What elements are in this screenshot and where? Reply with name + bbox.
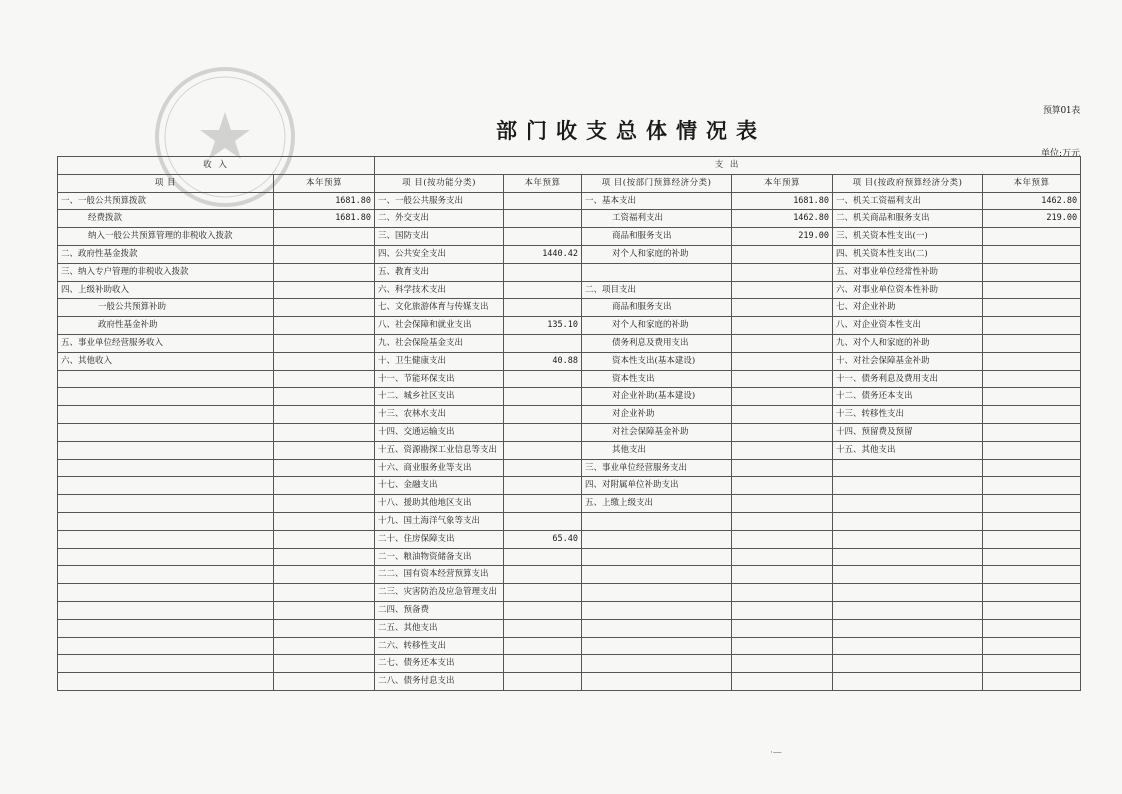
income-item-cell: 政府性基金补助 bbox=[58, 317, 274, 335]
income-item-cell bbox=[58, 512, 274, 530]
income-item-cell: 经费拨款 bbox=[58, 210, 274, 228]
dept-budget-cell bbox=[732, 406, 833, 424]
income-item-cell bbox=[58, 477, 274, 495]
income-budget-cell bbox=[274, 263, 375, 281]
gov-budget-cell bbox=[983, 655, 1081, 673]
gov-item-cell bbox=[833, 601, 983, 619]
dept-budget-cell bbox=[732, 299, 833, 317]
gov-budget-cell bbox=[983, 406, 1081, 424]
dept-item-cell: 一、基本支出 bbox=[582, 192, 732, 210]
gov-item-cell: 六、对事业单位资本性补助 bbox=[833, 281, 983, 299]
dept-budget-cell: 1681.80 bbox=[732, 192, 833, 210]
dept-item-cell bbox=[582, 530, 732, 548]
gov-budget-cell: 1462.80 bbox=[983, 192, 1081, 210]
gov-budget-cell bbox=[983, 228, 1081, 246]
gov-item-cell bbox=[833, 512, 983, 530]
func-item-cell: 十九、国土海洋气象等支出 bbox=[375, 512, 504, 530]
income-budget-cell bbox=[274, 281, 375, 299]
income-budget-cell bbox=[274, 352, 375, 370]
table-row bbox=[58, 655, 1081, 673]
func-budget-cell bbox=[504, 512, 582, 530]
income-budget-cell bbox=[274, 584, 375, 602]
dept-item-cell: 其他支出 bbox=[582, 441, 732, 459]
income-item-cell: 二、政府性基金拨款 bbox=[58, 245, 274, 263]
gov-budget-cell bbox=[983, 495, 1081, 513]
func-budget-cell bbox=[504, 477, 582, 495]
income-item-cell bbox=[58, 459, 274, 477]
income-budget-cell bbox=[274, 441, 375, 459]
dept-item-cell: 五、上缴上级支出 bbox=[582, 495, 732, 513]
gov-item-cell bbox=[833, 495, 983, 513]
col-gov-budget: 本年预算 bbox=[983, 174, 1081, 192]
page-title: 部门收支总体情况表 bbox=[496, 118, 766, 143]
func-budget-cell bbox=[504, 370, 582, 388]
func-item-cell: 十五、资源勘探工业信息等支出 bbox=[375, 441, 504, 459]
gov-budget-cell bbox=[983, 334, 1081, 352]
table-row bbox=[58, 477, 1081, 495]
col-func-item: 项 目(按功能分类) bbox=[375, 174, 504, 192]
dept-item-cell: 对个人和家庭的补助 bbox=[582, 245, 732, 263]
table-row bbox=[58, 530, 1081, 548]
gov-budget-cell bbox=[983, 512, 1081, 530]
dept-item-cell bbox=[582, 263, 732, 281]
table-row bbox=[58, 370, 1081, 388]
gov-item-cell: 七、对企业补助 bbox=[833, 299, 983, 317]
income-item-cell bbox=[58, 388, 274, 406]
table-row bbox=[58, 281, 1081, 299]
income-item-cell: 一、一般公共预算拨款 bbox=[58, 192, 274, 210]
dept-item-cell: 工资福利支出 bbox=[582, 210, 732, 228]
func-budget-cell bbox=[504, 566, 582, 584]
func-item-cell: 二、外交支出 bbox=[375, 210, 504, 228]
gov-budget-cell bbox=[983, 566, 1081, 584]
gov-budget-cell bbox=[983, 601, 1081, 619]
table-row bbox=[58, 495, 1081, 513]
gov-budget-cell bbox=[983, 530, 1081, 548]
table-row bbox=[58, 388, 1081, 406]
gov-item-cell: 九、对个人和家庭的补助 bbox=[833, 334, 983, 352]
gov-budget-cell bbox=[983, 637, 1081, 655]
table-row bbox=[58, 210, 1081, 228]
income-item-cell: 纳入一般公共预算管理的非税收入拨款 bbox=[58, 228, 274, 246]
gov-item-cell: 八、对企业资本性支出 bbox=[833, 317, 983, 335]
income-item-cell: 三、纳入专户管理的非税收入拨款 bbox=[58, 263, 274, 281]
col-dept-item: 项 目(按部门预算经济分类) bbox=[582, 174, 732, 192]
dept-budget-cell bbox=[732, 637, 833, 655]
func-budget-cell: 135.10 bbox=[504, 317, 582, 335]
dept-item-cell: 对个人和家庭的补助 bbox=[582, 317, 732, 335]
dept-item-cell: 债务利息及费用支出 bbox=[582, 334, 732, 352]
dept-budget-cell: 219.00 bbox=[732, 228, 833, 246]
func-item-cell: 二三、灾害防治及应急管理支出 bbox=[375, 584, 504, 602]
func-budget-cell bbox=[504, 619, 582, 637]
income-budget-cell bbox=[274, 548, 375, 566]
income-item-cell bbox=[58, 673, 274, 691]
income-group-header: 收 入 bbox=[58, 157, 375, 175]
table-row bbox=[58, 299, 1081, 317]
dept-budget-cell bbox=[732, 334, 833, 352]
func-item-cell: 十八、援助其他地区支出 bbox=[375, 495, 504, 513]
dept-item-cell bbox=[582, 512, 732, 530]
dept-budget-cell bbox=[732, 423, 833, 441]
func-budget-cell bbox=[504, 655, 582, 673]
gov-budget-cell: 219.00 bbox=[983, 210, 1081, 228]
dept-budget-cell bbox=[732, 601, 833, 619]
budget-table bbox=[57, 156, 1081, 691]
table-row bbox=[58, 352, 1081, 370]
gov-item-cell: 一、机关工资福利支出 bbox=[833, 192, 983, 210]
income-budget-cell bbox=[274, 601, 375, 619]
dept-item-cell bbox=[582, 566, 732, 584]
gov-budget-cell bbox=[983, 423, 1081, 441]
gov-item-cell: 二、机关商品和服务支出 bbox=[833, 210, 983, 228]
func-budget-cell bbox=[504, 228, 582, 246]
dept-budget-cell bbox=[732, 370, 833, 388]
income-item-cell: 六、其他收入 bbox=[58, 352, 274, 370]
gov-budget-cell bbox=[983, 441, 1081, 459]
gov-item-cell bbox=[833, 619, 983, 637]
func-budget-cell bbox=[504, 263, 582, 281]
income-budget-cell bbox=[274, 228, 375, 246]
func-item-cell: 二二、国有资本经营预算支出 bbox=[375, 566, 504, 584]
income-item-cell bbox=[58, 423, 274, 441]
func-budget-cell: 65.40 bbox=[504, 530, 582, 548]
func-budget-cell bbox=[504, 423, 582, 441]
income-item-cell bbox=[58, 495, 274, 513]
income-budget-cell bbox=[274, 317, 375, 335]
func-item-cell: 十、卫生健康支出 bbox=[375, 352, 504, 370]
income-budget-cell bbox=[274, 637, 375, 655]
func-budget-cell bbox=[504, 495, 582, 513]
func-budget-cell bbox=[504, 637, 582, 655]
table-row bbox=[58, 228, 1081, 246]
dept-budget-cell bbox=[732, 548, 833, 566]
dept-budget-cell bbox=[732, 495, 833, 513]
income-budget-cell bbox=[274, 495, 375, 513]
dept-budget-cell bbox=[732, 584, 833, 602]
func-item-cell: 六、科学技术支出 bbox=[375, 281, 504, 299]
dept-item-cell bbox=[582, 673, 732, 691]
gov-item-cell: 十二、债务还本支出 bbox=[833, 388, 983, 406]
func-budget-cell: 1440.42 bbox=[504, 245, 582, 263]
table-row bbox=[58, 317, 1081, 335]
dept-budget-cell bbox=[732, 512, 833, 530]
func-budget-cell bbox=[504, 673, 582, 691]
gov-budget-cell bbox=[983, 388, 1081, 406]
func-item-cell: 三、国防支出 bbox=[375, 228, 504, 246]
dept-budget-cell bbox=[732, 655, 833, 673]
income-budget-cell bbox=[274, 370, 375, 388]
func-budget-cell bbox=[504, 299, 582, 317]
func-item-cell: 九、社会保险基金支出 bbox=[375, 334, 504, 352]
dept-item-cell: 对社会保障基金补助 bbox=[582, 423, 732, 441]
func-budget-cell bbox=[504, 334, 582, 352]
func-budget-cell bbox=[504, 584, 582, 602]
gov-item-cell: 十三、转移性支出 bbox=[833, 406, 983, 424]
gov-item-cell: 十一、债务利息及费用支出 bbox=[833, 370, 983, 388]
dept-budget-cell bbox=[732, 388, 833, 406]
income-budget-cell bbox=[274, 334, 375, 352]
gov-budget-cell bbox=[983, 317, 1081, 335]
dept-item-cell: 对企业补助 bbox=[582, 406, 732, 424]
func-item-cell: 十四、交通运输支出 bbox=[375, 423, 504, 441]
column-header-row bbox=[58, 174, 1081, 192]
income-budget-cell bbox=[274, 477, 375, 495]
form-code-label: 预算01表 bbox=[1043, 106, 1080, 116]
gov-item-cell: 四、机关资本性支出(二) bbox=[833, 245, 983, 263]
col-income-budget: 本年预算 bbox=[274, 174, 375, 192]
gov-budget-cell bbox=[983, 459, 1081, 477]
dept-item-cell: 资本性支出(基本建设) bbox=[582, 352, 732, 370]
dept-item-cell bbox=[582, 584, 732, 602]
gov-budget-cell bbox=[983, 299, 1081, 317]
func-budget-cell bbox=[504, 459, 582, 477]
func-budget-cell bbox=[504, 441, 582, 459]
income-item-cell bbox=[58, 566, 274, 584]
income-budget-cell: 1681.80 bbox=[274, 192, 375, 210]
func-item-cell: 八、社会保障和就业支出 bbox=[375, 317, 504, 335]
func-item-cell: 五、教育支出 bbox=[375, 263, 504, 281]
dept-item-cell: 二、项目支出 bbox=[582, 281, 732, 299]
func-budget-cell: 40.88 bbox=[504, 352, 582, 370]
func-item-cell: 二一、粮油物资储备支出 bbox=[375, 548, 504, 566]
dept-item-cell: 三、事业单位经营服务支出 bbox=[582, 459, 732, 477]
gov-item-cell bbox=[833, 477, 983, 495]
gov-item-cell: 十、对社会保障基金补助 bbox=[833, 352, 983, 370]
table-row bbox=[58, 673, 1081, 691]
income-item-cell bbox=[58, 584, 274, 602]
income-item-cell bbox=[58, 601, 274, 619]
gov-budget-cell bbox=[983, 673, 1081, 691]
func-item-cell: 十六、商业服务业等支出 bbox=[375, 459, 504, 477]
func-item-cell: 二四、预备费 bbox=[375, 601, 504, 619]
func-item-cell: 七、文化旅游体育与传媒支出 bbox=[375, 299, 504, 317]
func-item-cell: 十七、金融支出 bbox=[375, 477, 504, 495]
income-budget-cell bbox=[274, 619, 375, 637]
group-header-row bbox=[58, 157, 1081, 175]
dept-item-cell bbox=[582, 548, 732, 566]
dept-budget-cell: 1462.80 bbox=[732, 210, 833, 228]
income-item-cell bbox=[58, 406, 274, 424]
gov-budget-cell bbox=[983, 352, 1081, 370]
func-budget-cell bbox=[504, 388, 582, 406]
income-budget-cell bbox=[274, 299, 375, 317]
func-item-cell: 十一、节能环保支出 bbox=[375, 370, 504, 388]
gov-item-cell bbox=[833, 673, 983, 691]
func-budget-cell bbox=[504, 601, 582, 619]
dept-budget-cell bbox=[732, 352, 833, 370]
expense-group-header: 支 出 bbox=[375, 157, 1081, 175]
unit-label: 单位:万元 bbox=[1040, 149, 1080, 159]
gov-budget-cell bbox=[983, 619, 1081, 637]
table-row bbox=[58, 619, 1081, 637]
income-item-cell bbox=[58, 655, 274, 673]
gov-budget-cell bbox=[983, 245, 1081, 263]
table-row bbox=[58, 637, 1081, 655]
gov-budget-cell bbox=[983, 263, 1081, 281]
income-budget-cell bbox=[274, 655, 375, 673]
dept-budget-cell bbox=[732, 263, 833, 281]
table-row bbox=[58, 423, 1081, 441]
dept-budget-cell bbox=[732, 477, 833, 495]
func-item-cell: 二八、债务付息支出 bbox=[375, 673, 504, 691]
dept-budget-cell bbox=[732, 245, 833, 263]
dept-item-cell: 商品和服务支出 bbox=[582, 228, 732, 246]
col-func-budget: 本年预算 bbox=[504, 174, 582, 192]
table-row bbox=[58, 263, 1081, 281]
func-item-cell: 十二、城乡社区支出 bbox=[375, 388, 504, 406]
income-item-cell bbox=[58, 548, 274, 566]
gov-item-cell bbox=[833, 584, 983, 602]
income-budget-cell bbox=[274, 423, 375, 441]
income-budget-cell bbox=[274, 406, 375, 424]
table-row bbox=[58, 566, 1081, 584]
func-item-cell: 二六、转移性支出 bbox=[375, 637, 504, 655]
gov-item-cell bbox=[833, 530, 983, 548]
func-item-cell: 一、一般公共服务支出 bbox=[375, 192, 504, 210]
dept-item-cell: 资本性支出 bbox=[582, 370, 732, 388]
col-dept-budget: 本年预算 bbox=[732, 174, 833, 192]
dept-budget-cell bbox=[732, 317, 833, 335]
table-row bbox=[58, 441, 1081, 459]
gov-item-cell bbox=[833, 655, 983, 673]
gov-item-cell: 十四、预留费及预留 bbox=[833, 423, 983, 441]
dept-budget-cell bbox=[732, 619, 833, 637]
gov-item-cell bbox=[833, 459, 983, 477]
income-budget-cell bbox=[274, 530, 375, 548]
func-item-cell: 二十、住房保障支出 bbox=[375, 530, 504, 548]
income-budget-cell bbox=[274, 459, 375, 477]
gov-item-cell bbox=[833, 637, 983, 655]
table-row bbox=[58, 459, 1081, 477]
func-budget-cell bbox=[504, 406, 582, 424]
func-item-cell: 二五、其他支出 bbox=[375, 619, 504, 637]
income-item-cell: 四、上级补助收入 bbox=[58, 281, 274, 299]
func-item-cell: 四、公共安全支出 bbox=[375, 245, 504, 263]
income-item-cell bbox=[58, 619, 274, 637]
table-row bbox=[58, 601, 1081, 619]
dept-budget-cell bbox=[732, 459, 833, 477]
income-budget-cell bbox=[274, 245, 375, 263]
func-budget-cell bbox=[504, 210, 582, 228]
gov-budget-cell bbox=[983, 370, 1081, 388]
income-budget-cell bbox=[274, 512, 375, 530]
table-row bbox=[58, 512, 1081, 530]
income-item-cell: 五、事业单位经营服务收入 bbox=[58, 334, 274, 352]
dept-item-cell: 对企业补助(基本建设) bbox=[582, 388, 732, 406]
dept-budget-cell bbox=[732, 441, 833, 459]
dept-item-cell bbox=[582, 655, 732, 673]
gov-item-cell: 十五、其他支出 bbox=[833, 441, 983, 459]
dept-item-cell bbox=[582, 619, 732, 637]
dept-budget-cell bbox=[732, 281, 833, 299]
dept-budget-cell bbox=[732, 530, 833, 548]
scan-mark: ·— bbox=[770, 748, 782, 758]
table-row bbox=[58, 548, 1081, 566]
dept-budget-cell bbox=[732, 566, 833, 584]
table-row bbox=[58, 192, 1081, 210]
dept-item-cell: 四、对附属单位补助支出 bbox=[582, 477, 732, 495]
gov-budget-cell bbox=[983, 548, 1081, 566]
dept-item-cell bbox=[582, 601, 732, 619]
func-item-cell: 十三、农林水支出 bbox=[375, 406, 504, 424]
func-budget-cell bbox=[504, 548, 582, 566]
table-row bbox=[58, 334, 1081, 352]
table-row bbox=[58, 584, 1081, 602]
income-item-cell: 一般公共预算补助 bbox=[58, 299, 274, 317]
dept-item-cell bbox=[582, 637, 732, 655]
income-item-cell bbox=[58, 530, 274, 548]
income-item-cell bbox=[58, 370, 274, 388]
table-row bbox=[58, 245, 1081, 263]
income-budget-cell bbox=[274, 673, 375, 691]
gov-item-cell: 三、机关资本性支出(一) bbox=[833, 228, 983, 246]
gov-item-cell bbox=[833, 548, 983, 566]
income-item-cell bbox=[58, 637, 274, 655]
dept-item-cell: 商品和服务支出 bbox=[582, 299, 732, 317]
dept-budget-cell bbox=[732, 673, 833, 691]
gov-budget-cell bbox=[983, 477, 1081, 495]
income-budget-cell bbox=[274, 388, 375, 406]
income-budget-cell bbox=[274, 566, 375, 584]
func-budget-cell bbox=[504, 192, 582, 210]
income-item-cell bbox=[58, 441, 274, 459]
func-budget-cell bbox=[504, 281, 582, 299]
func-item-cell: 二七、债务还本支出 bbox=[375, 655, 504, 673]
gov-budget-cell bbox=[983, 281, 1081, 299]
gov-item-cell bbox=[833, 566, 983, 584]
income-budget-cell: 1681.80 bbox=[274, 210, 375, 228]
col-income-item: 项 目 bbox=[58, 174, 274, 192]
table-row bbox=[58, 406, 1081, 424]
gov-item-cell: 五、对事业单位经常性补助 bbox=[833, 263, 983, 281]
gov-budget-cell bbox=[983, 584, 1081, 602]
col-gov-item: 项 目(按政府预算经济分类) bbox=[833, 174, 983, 192]
